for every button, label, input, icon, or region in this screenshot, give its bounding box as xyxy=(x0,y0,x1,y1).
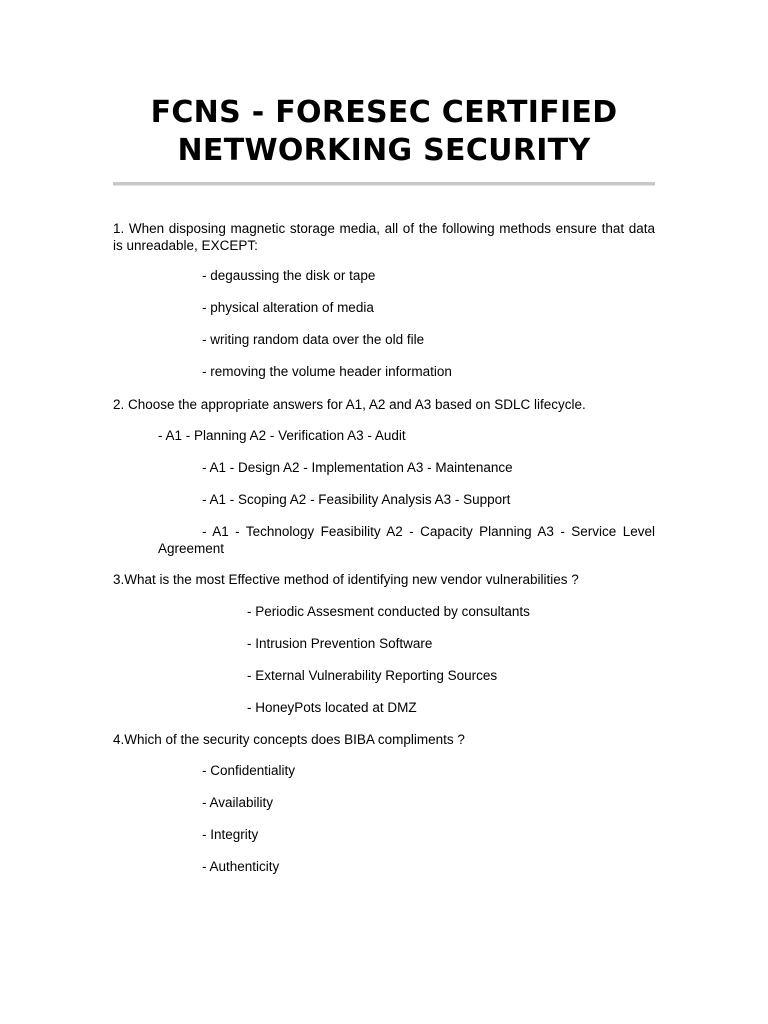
document-title xyxy=(113,94,655,170)
question-3-option-4: - HoneyPots located at DMZ xyxy=(247,700,417,715)
question-4-option-4: - Authenticity xyxy=(202,859,280,874)
question-3-option-1: - Periodic Assesment conducted by consultants xyxy=(247,604,530,619)
question-4-option-3: - Integrity xyxy=(202,827,259,842)
question-3-option-2: - Intrusion Prevention Software xyxy=(247,636,433,651)
title-divider xyxy=(113,182,655,186)
question-2-option-4: - A1 - Technology Feasibility A2 - Capacity Planning A3 - Service Level Agreement xyxy=(158,524,655,556)
question-1-option-4: - removing the volume header information xyxy=(202,364,452,379)
question-3-text: 3.What is the most Effective method of identifying new vendor vulnerabilities ? xyxy=(113,572,579,587)
title-line-1: FCNS - FORESEC CERTIFIED xyxy=(150,95,618,130)
question-1-option-1: - degaussing the disk or tape xyxy=(202,268,376,283)
title-line-2: NETWORKING SECURITY xyxy=(177,133,591,168)
question-1-option-2: - physical alteration of media xyxy=(202,300,374,315)
question-3-option-3: - External Vulnerability Reporting Sources xyxy=(247,668,498,683)
question-1-text: 1. When disposing magnetic storage media, all of the following methods ensure that data is unreadable, EXCEPT: xyxy=(113,221,655,253)
question-1-option-3: - writing random data over the old file xyxy=(202,332,425,347)
question-4-option-2: - Availability xyxy=(202,795,274,810)
question-2-option-3: - A1 - Scoping A2 - Feasibility Analysis A3 - Support xyxy=(202,492,511,507)
question-2-option-2: - A1 - Design A2 - Implementation A3 - Maintenance xyxy=(202,460,513,475)
question-2-text: 2. Choose the appropriate answers for A1, A2 and A3 based on SDLC lifecycle. xyxy=(113,397,586,412)
question-2-option-1: - A1 - Planning A2 - Verification A3 - Audit xyxy=(158,428,406,443)
question-4-text: 4.Which of the security concepts does BIBA compliments ? xyxy=(113,732,465,747)
question-4-option-1: - Confidentiality xyxy=(202,763,296,778)
